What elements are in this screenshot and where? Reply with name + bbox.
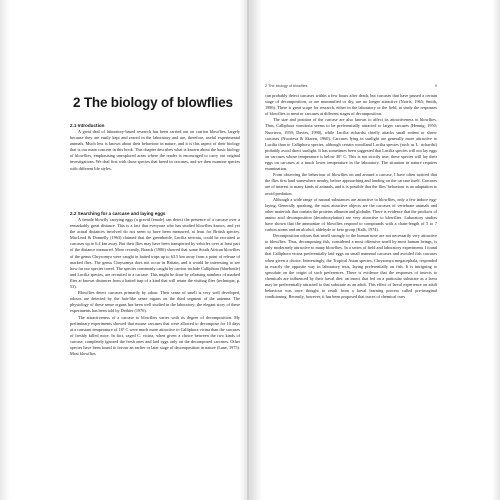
section-heading: 2.2 Searching for a carcase and laying eggs <box>70 211 166 216</box>
paragraph: Blowflies detect carcases primarily by odour. Their sense of smell is very well developed, odours are detected by the hair-like sense organs on the third segment of the antenna. The physiology of these sense organs has been well studied in the laboratory; the elegant story of these experiments has been told by Dethier (1976). <box>70 290 240 314</box>
paragraph: Decomposition odours that smell strongly to the human nose are not necessarily very attractive to blowflies. Thus, decomposing fish, considered a most offensive smell by most human beings, is only moderately attractive to many blowflies. In a series of field and laboratory experiments I found that Calliphora vicina preferentially laid eggs on small mammal carcases and avoided fish carcases when given a choice. Interestingly, the Tropical Asian species, Chrysomya megacephala, responded in exactly the opposite way in laboratory tests, laying preferentially on fish. It is intriguing to speculate on the origin of such preferences. There is evidence that the responses of insects to chemicals are influenced by their larval diet: an insect that fed on a particular substrate as a larva may be preferentially attracted to that substrate as an adult. This effect of larval experience on adult behaviour was once thought to result from a larval learning process called pre-imaginal conditioning. Recently, however, it has been proposed that traces of chemical cues <box>265 233 437 300</box>
running-head <box>265 84 437 88</box>
right-page <box>252 0 500 500</box>
paragraph: A great deal of laboratory-based research has been carried out on carrion blowflies, largely because they are easily kept and reared in the laboratory and are, therefore, useful experimental animals. Much less is known about their behaviour in nature, and it is this aspect of their biology that is our main concern in this book. This chapter describes what is known about the basic biology of blowflies, emphasising unexplored areas where the reader is encouraged to carry out original investigations. We deal first with those species that breed in carcases, and we then examine species with different life styles. <box>70 129 240 171</box>
paragraph: Although a wide range of natural substances are attractive to blowflies, only a few induce egg-laying. Generally speaking, the most attractive objects are the carcases of vertebrate animals and other materials that contain the proteins albumin and globulin. There is evidence that the products of amino acid decomposition (decarboxylation) are very attractive to blowflies. Laboratory studies have shown that the ammoniae of blowflies respond to compounds with a chain-length of 5 to 7 carbon atoms and an alcohol, aldehyde or keto group (Kalb, 1974). <box>265 196 437 233</box>
paragraph: The size and position of the carcase are also known to affect its attractiveness to blowflies. Thus, Calliphora vomitoria seems to be preferentially attracted to larger carcases (Hennig, 1950; Nuorteva, 1959; Davies, 1990), while Lucilia richardsi chiefly attacks small rodent or shrew carcases (Nuorteva & Skaren, 1960). Carcases lying in sunlight are generally more attractive to Lucilia than to Calliphora species, although certain woodland Lucilia species (such as L. richardsi) probably avoid direct sunlight. It has sometimes been suggested that Lucilia species will not lay eggs on carcases whose temperature is below 30° C. This is not strictly true; these species will lay their eggs on carcases at a much lower temperature in the laboratory. The situation in nature requires examination. <box>265 117 437 172</box>
section-heading: 2.1 Introduction <box>70 123 105 128</box>
section-introduction <box>70 122 240 172</box>
chapter-title: 2 The biology of blowflies <box>73 95 233 110</box>
right-page-body <box>265 93 437 300</box>
section-searching <box>70 210 240 357</box>
running-head-title: 2 The biology of blowflies <box>265 84 308 88</box>
page-number: 9 <box>434 84 437 88</box>
paragraph: From observing the behaviour of blowflies on and around a carcase, I have often noticed that the flies first land somewhere nearby, before approaching and landing on the carcase itself. Carcases are of interest to many kinds of animals, and it is possible that the flies' behaviour is an adaptation to avoid predation. <box>265 172 437 196</box>
paragraph: The attractiveness of a carcase to blowflies varies with its degree of decomposition. My preliminary experiments showed that mouse carcases that were allowed to decompose for 10 days at a constant temperature of 18° C were much more attractive to Calliphora vicina than the carcases of freshly killed mice. In fact, caged C. vicina, when given a choice between the two kinds of carcase, completely ignored the fresh ones and laid eggs only on the decomposed carcases. Other species have been found to favour an earlier or later stage of decomposition in nature (Lane, 1975). Most blowflies <box>70 314 240 357</box>
paragraph: A female blowfly carrying eggs (a gravid female) can detect the presence of a carcase over a remarkably great distance. This is a fact that everyone who has studied blowflies knows, and yet the actual distances involved do not seem to have been measured, at least for British species. MacLeod & Donnelly (1963) claimed that the greenbottle, Lucilia sericata, could be recruited to carcases up to 6.4 km away. But their flies may have been transported by vehicles over at least part of the distance measured. More recently, Braack (1986) showed that some South African blowflies of the genus Chrysomya were caught in baited traps up to 63.5 km away from a point of release of marked flies. The genus Chrysomya does not occur in Britain, and it would be interesting to see how far our species travel. The species commonly caught by carrion include Calliphora (bluebottle) and Lucilia species, are recruited to a carcase. This might be done by releasing numbers of marked flies at known distances from a baited trap of a kind that will retain the visiting flies (technique, p. 53). <box>70 217 240 290</box>
paragraph: can probably detect carcases within a few hours after death, but carcases that have passed a certain stage of decomposition, or are mummified or dry, are no longer attractive (Norris, 1965; Smith, 1986). There is great scope for research, either in the laboratory or the field, to study the responses of blowflies to meat or carcases at different stages of decomposition. <box>265 93 437 117</box>
left-page <box>0 0 248 500</box>
